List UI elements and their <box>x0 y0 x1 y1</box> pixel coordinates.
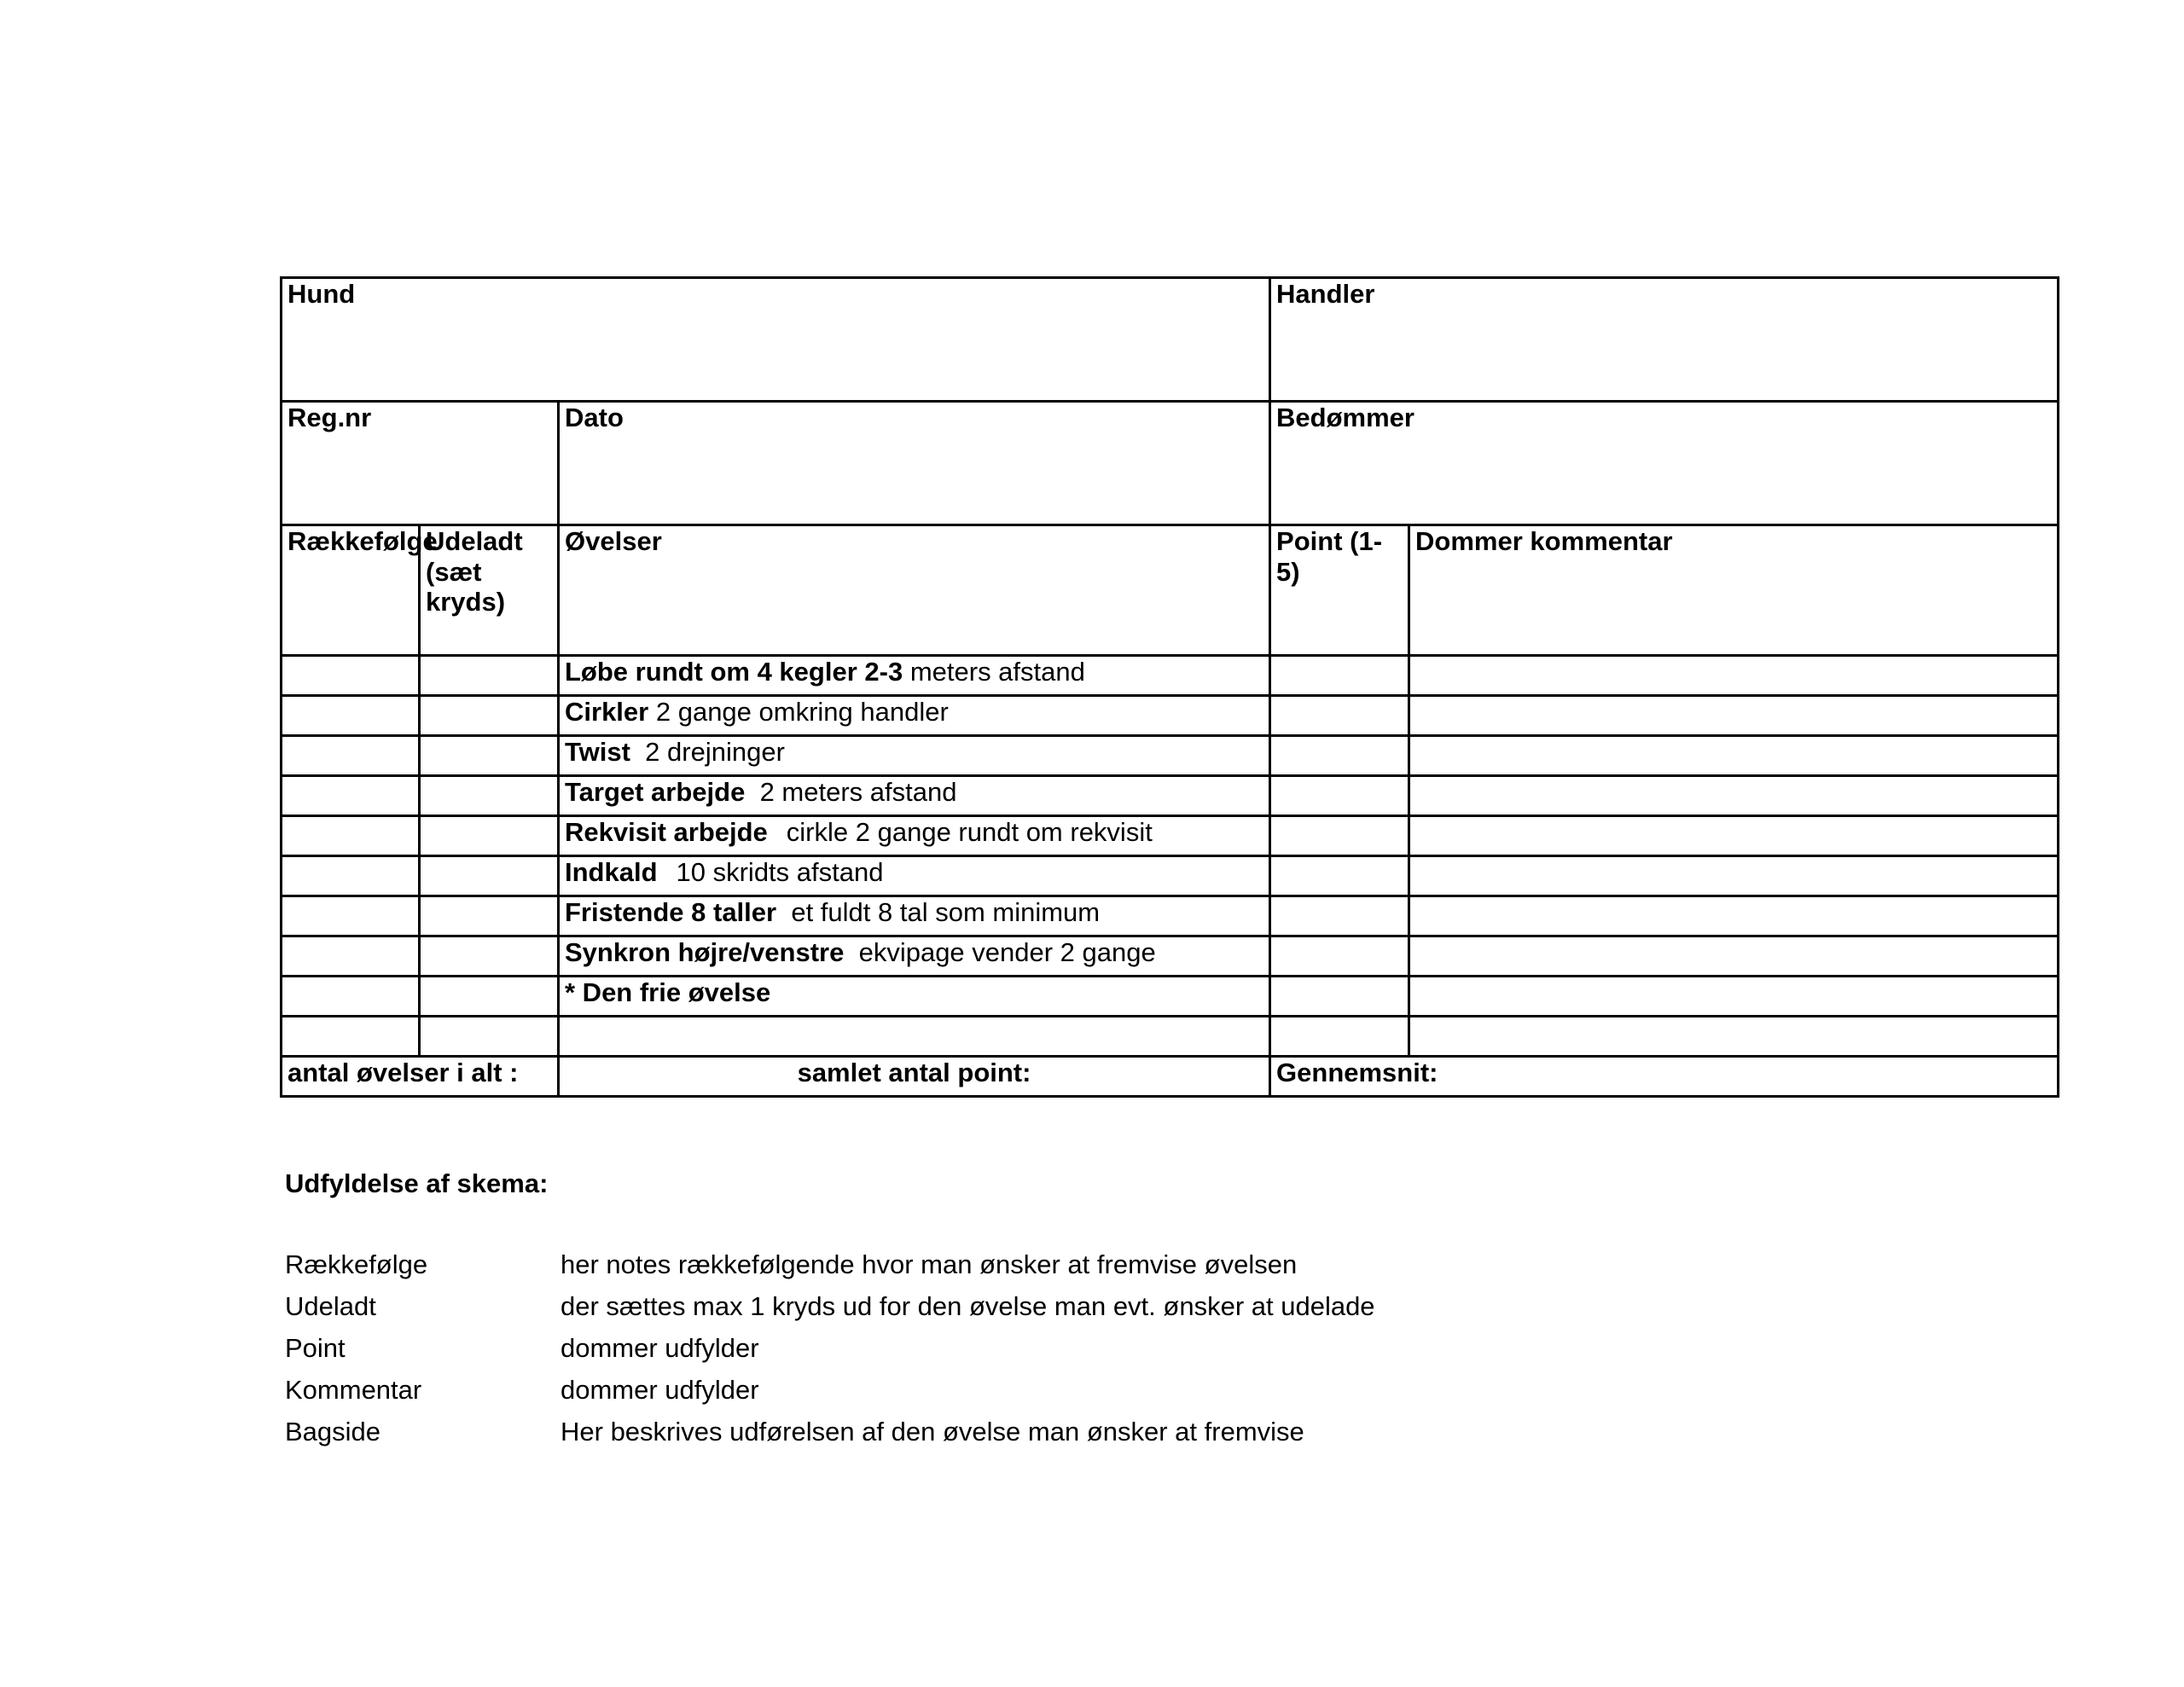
rakkefolge-cell[interactable] <box>282 776 420 816</box>
instruction-item <box>285 1369 1375 1411</box>
point-cell[interactable] <box>1270 736 1409 776</box>
rakkefolge-cell[interactable] <box>282 736 420 776</box>
exercise-desc: ekvipage vender 2 gange <box>858 937 1156 967</box>
exercise-row <box>282 736 2059 776</box>
udeladt-cell[interactable] <box>420 736 559 776</box>
exercise-cell <box>559 696 1270 736</box>
exercise-cell <box>559 816 1270 856</box>
instruction-text: her notes rækkefølgende hvor man ønsker at fremvise øvelsen <box>561 1249 1298 1279</box>
samlet-point-field[interactable] <box>559 1057 1270 1097</box>
instruction-term: Bagside <box>285 1416 381 1446</box>
kommentar-cell[interactable] <box>1409 896 2059 936</box>
exercise-cell <box>559 936 1270 977</box>
kommentar-cell[interactable] <box>1409 776 2059 816</box>
instruction-term: Kommentar <box>285 1374 422 1405</box>
instructions-title: Udfyldelse af skema: <box>285 1168 549 1198</box>
exercise-desc: 2 meters afstand <box>759 777 957 807</box>
point-cell[interactable] <box>1270 816 1409 856</box>
udeladt-cell[interactable] <box>420 776 559 816</box>
instruction-item <box>285 1285 1375 1327</box>
exercise-row <box>282 696 2059 736</box>
instruction-term: Udeladt <box>285 1290 376 1321</box>
exercise-desc: 2 gange omkring handler <box>655 697 949 727</box>
udeladt-cell[interactable] <box>420 1017 559 1057</box>
instruction-item <box>285 1244 1375 1285</box>
instruction-text: dommer udfylder <box>561 1374 759 1405</box>
kommentar-cell[interactable] <box>1409 936 2059 977</box>
udeladt-cell[interactable] <box>420 977 559 1017</box>
exercise-desc: et fuldt 8 tal som minimum <box>791 897 1101 927</box>
exercise-name: Target arbejde <box>565 777 746 807</box>
regnr-field[interactable] <box>282 402 559 525</box>
dato-label: Dato <box>565 403 624 432</box>
point-cell[interactable] <box>1270 896 1409 936</box>
exercise-row <box>282 977 2059 1017</box>
exercise-name: Rekvisit arbejde <box>565 817 768 847</box>
instruction-term: Rækkefølge <box>285 1249 428 1279</box>
info-row-dog <box>282 278 2059 402</box>
point-cell[interactable] <box>1270 776 1409 816</box>
rakkefolge-cell[interactable] <box>282 936 420 977</box>
exercise-row <box>282 656 2059 696</box>
regnr-label: Reg.nr <box>288 403 372 432</box>
column-header-row <box>282 525 2059 656</box>
dato-field[interactable] <box>559 402 1270 525</box>
antal-ovelser-label: antal øvelser i alt : <box>288 1058 519 1087</box>
exercise-cell[interactable] <box>559 1017 1270 1057</box>
exercise-row <box>282 936 2059 977</box>
exercise-desc: cirkle 2 gange rundt om rekvisit <box>786 817 1153 847</box>
exercise-name: Cirkler <box>565 697 649 727</box>
handler-field[interactable] <box>1270 278 2059 402</box>
exercise-cell <box>559 856 1270 896</box>
rakkefolge-cell[interactable] <box>282 856 420 896</box>
exercise-name: * Den frie øvelse <box>565 977 771 1007</box>
point-cell[interactable] <box>1270 696 1409 736</box>
instruction-item <box>285 1327 1375 1369</box>
rakkefolge-cell[interactable] <box>282 816 420 856</box>
udeladt-cell[interactable] <box>420 896 559 936</box>
kommentar-cell[interactable] <box>1409 856 2059 896</box>
col-header-rakkefolge: Rækkefølge <box>282 525 420 656</box>
samlet-point-label: samlet antal point: <box>797 1058 1031 1087</box>
col-header-ovelser: Øvelser <box>559 525 1270 656</box>
exercise-row <box>282 896 2059 936</box>
udeladt-cell[interactable] <box>420 696 559 736</box>
point-cell[interactable] <box>1270 1017 1409 1057</box>
exercise-row-empty <box>282 1017 2059 1057</box>
rakkefolge-cell[interactable] <box>282 656 420 696</box>
exercise-name: Synkron højre/venstre <box>565 937 845 967</box>
kommentar-cell[interactable] <box>1409 696 2059 736</box>
kommentar-cell[interactable] <box>1409 977 2059 1017</box>
exercise-name: Indkald <box>565 857 658 887</box>
kommentar-cell[interactable] <box>1409 736 2059 776</box>
kommentar-cell[interactable] <box>1409 656 2059 696</box>
exercise-name: Twist <box>565 737 630 767</box>
hund-field[interactable] <box>282 278 1270 402</box>
bedommer-label: Bedømmer <box>1276 403 1414 432</box>
instructions-section <box>285 1168 1375 1452</box>
udeladt-cell[interactable] <box>420 936 559 977</box>
exercise-cell <box>559 736 1270 776</box>
exercise-desc: 10 skridts afstand <box>676 857 884 887</box>
instruction-text: Her beskrives udførelsen af den øvelse man ønsker at fremvise <box>561 1416 1304 1446</box>
col-header-kommentar: Dommer kommentar <box>1409 525 2059 656</box>
kommentar-cell[interactable] <box>1409 1017 2059 1057</box>
rakkefolge-cell[interactable] <box>282 1017 420 1057</box>
exercise-name: Fristende 8 taller <box>565 897 777 927</box>
exercise-cell <box>559 776 1270 816</box>
instruction-item <box>285 1411 1375 1452</box>
exercise-cell <box>559 896 1270 936</box>
gennemsnit-field[interactable] <box>1270 1057 2059 1097</box>
rakkefolge-cell[interactable] <box>282 896 420 936</box>
judging-form <box>280 276 2057 1098</box>
col-header-point: Point (1-5) <box>1270 525 1409 656</box>
kommentar-cell[interactable] <box>1409 816 2059 856</box>
antal-ovelser-field[interactable] <box>282 1057 559 1097</box>
instruction-term: Point <box>285 1332 346 1363</box>
point-cell[interactable] <box>1270 656 1409 696</box>
exercise-desc: meters afstand <box>909 657 1085 687</box>
gennemsnit-label: Gennemsnit: <box>1276 1058 1438 1087</box>
info-row-reg <box>282 402 2059 525</box>
udeladt-cell[interactable] <box>420 816 559 856</box>
exercise-cell <box>559 656 1270 696</box>
exercise-name: Løbe rundt om 4 kegler 2-3 <box>565 657 903 687</box>
exercise-row <box>282 816 2059 856</box>
totals-row <box>282 1057 2059 1097</box>
hund-label: Hund <box>288 279 356 309</box>
point-cell[interactable] <box>1270 856 1409 896</box>
col-header-udeladt: Udeladt (sæt kryds) <box>420 525 559 656</box>
bedommer-field[interactable] <box>1270 402 2059 525</box>
udeladt-cell[interactable] <box>420 656 559 696</box>
handler-label: Handler <box>1276 279 1375 309</box>
rakkefolge-cell[interactable] <box>282 977 420 1017</box>
exercise-row <box>282 776 2059 816</box>
judging-table <box>280 276 2059 1098</box>
udeladt-cell[interactable] <box>420 856 559 896</box>
exercise-cell <box>559 977 1270 1017</box>
exercise-desc: 2 drejninger <box>645 737 785 767</box>
instruction-text: der sættes max 1 kryds ud for den øvelse man evt. ønsker at udelade <box>561 1290 1375 1321</box>
exercise-row <box>282 856 2059 896</box>
instruction-text: dommer udfylder <box>561 1332 759 1363</box>
point-cell[interactable] <box>1270 936 1409 977</box>
rakkefolge-cell[interactable] <box>282 696 420 736</box>
point-cell[interactable] <box>1270 977 1409 1017</box>
